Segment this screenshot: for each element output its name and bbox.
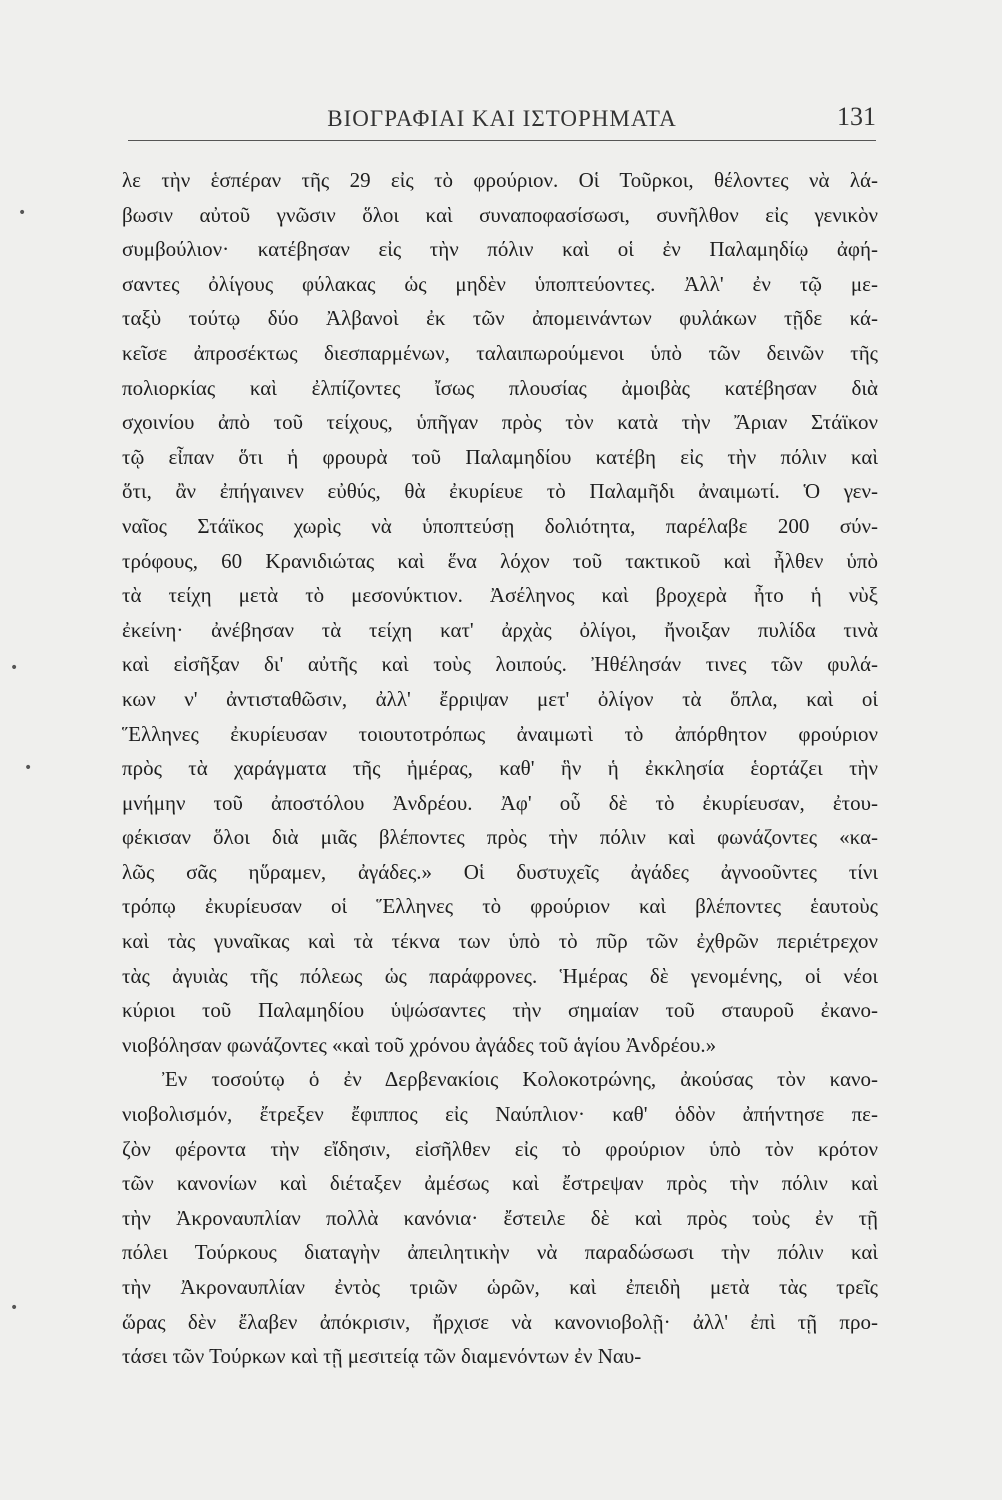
text-line: ὅτι, ἂν ἐπήγαινεν εὐθύς, θὰ ἐκυρίευε τὸ Παλαμῆδι ἀναιμωτί. Ὁ γεν- [122,479,878,504]
text-line: φέκισαν ὅλοι διὰ μιᾶς βλέποντες πρὸς τὴν πόλιν καὶ φωνάζοντες «κα- [122,825,878,850]
text-line: τὴν Ἀκροναυπλίαν πολλὰ κανόνια· ἔστειλε δὲ καὶ πρὸς τοὺς ἐν τῇ [122,1205,878,1230]
text-line: κων ν' ἀντισταθῶσιν, ἀλλ' ἔρριψαν μετ' ὀλίγον τὰ ὅπλα, καὶ οἱ [122,686,878,711]
margin-dot-mark: • [10,1300,19,1316]
text-line: συμβούλιον· κατέβησαν εἰς τὴν πόλιν καὶ οἱ ἐν Παλαμηδίῳ ἀφή- [122,237,878,262]
text-line: λε τὴν ἑσπέραν τῆς 29 εἰς τὸ φρούριον. Οἱ Τοῦρκοι, θέλοντες νὰ λά- [122,168,878,192]
text-line: νιοβόλησαν φωνάζοντες «καὶ τοῦ χρόνου ἀγάδες τοῦ ἁγίου Ἀνδρέου.» [122,1032,717,1057]
text-line: τρόπῳ ἐκυρίευσαν οἱ Ἕλληνες τὸ φρούριον καὶ βλέποντες ἑαυτοὺς [122,894,878,919]
text-line: τῶν κανονίων καὶ διέταξεν ἀμέσως καὶ ἔστρεψαν πρὸς τὴν πόλιν καὶ [122,1171,878,1196]
text-line: ὥρας δὲν ἔλαβεν ἀπόκρισιν, ἤρχισε νὰ κανονιοβολῇ· ἀλλ' ἐπὶ τῇ προ- [122,1309,878,1334]
text-line: σχοινίου ἀπὸ τοῦ τείχους, ὑπῆγαν πρὸς τὸν κατὰ τὴν Ἄριαν Στάϊκον [122,410,878,435]
text-line: ταξὺ τούτῳ δύο Ἀλβανοὶ ἐκ τῶν ἀπομεινάντων φυλάκων τῇδε κά- [122,306,878,331]
text-line: ναῖος Στάϊκος χωρὶς νὰ ὑποπτεύσῃ δολιότητα, παρέλαβε 200 σύν- [122,513,878,538]
text-line: πόλει Τούρκους διαταγὴν ἀπειλητικὴν νὰ παραδώσωσι τὴν πόλιν καὶ [122,1240,878,1265]
page-header [128,100,876,141]
text-line: καὶ τὰς γυναῖκας καὶ τὰ τέκνα των ὑπὸ τὸ πῦρ τῶν ἐχθρῶν περιέτρεχον [122,929,878,954]
text-line: Ἐν τοσούτῳ ὁ ἐν Δερβενακίοις Κολοκοτρώνης, ἀκούσας τὸν κανο- [162,1067,878,1092]
text-line: τῷ εἶπαν ὅτι ἡ φρουρὰ τοῦ Παλαμηδίου κατέβη εἰς τὴν πόλιν καὶ [122,444,878,469]
text-line: τὰ τείχη μετὰ τὸ μεσονύκτιον. Ἀσέληνος καὶ βροχερὰ ἦτο ἡ νὺξ [122,583,878,608]
body-text [122,163,878,1374]
text-line: λῶς σᾶς ηὕραμεν, ἀγάδες.» Οἱ δυστυχεῖς ἀγάδες ἀγνοοῦντες τίνι [122,859,878,884]
text-line: μνήμην τοῦ ἀποστόλου Ἀνδρέου. Ἀφ' οὗ δὲ τὸ ἐκυρίευσαν, ἐτου- [122,790,878,815]
text-line: ἐκείνη· ἀνέβησαν τὰ τείχη κατ' ἀρχὰς ὀλίγοι, ἤνοιξαν πυλίδα τινὰ [122,617,878,642]
text-line: ζὸν φέροντα τὴν εἴδησιν, εἰσῆλθεν εἰς τὸ φρούριον ὑπὸ τὸν κρότον [122,1136,878,1161]
running-title: ΒΙΟΓΡΑΦΙΑΙ ΚΑΙ ΙΣΤΟΡΗΜΑΤΑ [327,106,677,131]
page-number: 131 [837,102,876,131]
text-line: σαντες ὀλίγους φύλακας ὡς μηδὲν ὑποπτεύοντες. Ἀλλ' ἐν τῷ με- [122,271,878,296]
text-line: βωσιν αὐτοῦ γνῶσιν ὅλοι καὶ συναποφασίσωσι, συνῆλθον εἰς γενικὸν [122,202,878,227]
margin-dot-mark: • [10,660,19,676]
text-line: νιοβολισμόν, ἔτρεξεν ἔφιππος εἰς Ναύπλιον· καθ' ὁδὸν ἀπήντησε πε- [122,1102,878,1127]
margin-dot-mark: • [24,760,33,776]
text-line: τάσει τῶν Τούρκων καὶ τῇ μεσιτείᾳ τῶν διαμενόντων ἐν Ναυ- [122,1344,642,1369]
text-line: τρόφους, 60 Κρανιδιώτας καὶ ἕνα λόχον τοῦ τακτικοῦ καὶ ἦλθεν ὑπὸ [122,548,878,573]
text-line: τὴν Ἀκροναυπλίαν ἐντὸς τριῶν ὡρῶν, καὶ ἐπειδὴ μετὰ τὰς τρεῖς [122,1275,878,1299]
text-line: κύριοι τοῦ Παλαμηδίου ὑψώσαντες τὴν σημαίαν τοῦ σταυροῦ ἐκανο- [122,998,878,1023]
text-line: Ἕλληνες ἐκυρίευσαν τοιουτοτρόπως ἀναιμωτὶ τὸ ἀπόρθητον φρούριον [122,721,878,746]
margin-dot-mark: • [18,205,27,221]
text-line: κεῖσε ἀπροσέκτως διεσπαρμένων, ταλαιπωρούμενοι ὑπὸ τῶν δεινῶν τῆς [122,340,878,365]
text-line: τὰς ἀγυιὰς τῆς πόλεως ὡς παράφρονες. Ἡμέρας δὲ γενομένης, οἱ νέοι [122,963,878,988]
text-line: πολιορκίας καὶ ἐλπίζοντες ἴσως πλουσίας ἀμοιβὰς κατέβησαν διὰ [122,375,878,400]
text-line: καὶ εἰσῆξαν δι' αὐτῆς καὶ τοὺς λοιπούς. Ἠθέλησάν τινες τῶν φυλά- [122,652,878,677]
text-line: πρὸς τὰ χαράγματα τῆς ἡμέρας, καθ' ἣν ἡ ἐκκλησία ἑορτάζει τὴν [122,756,878,781]
